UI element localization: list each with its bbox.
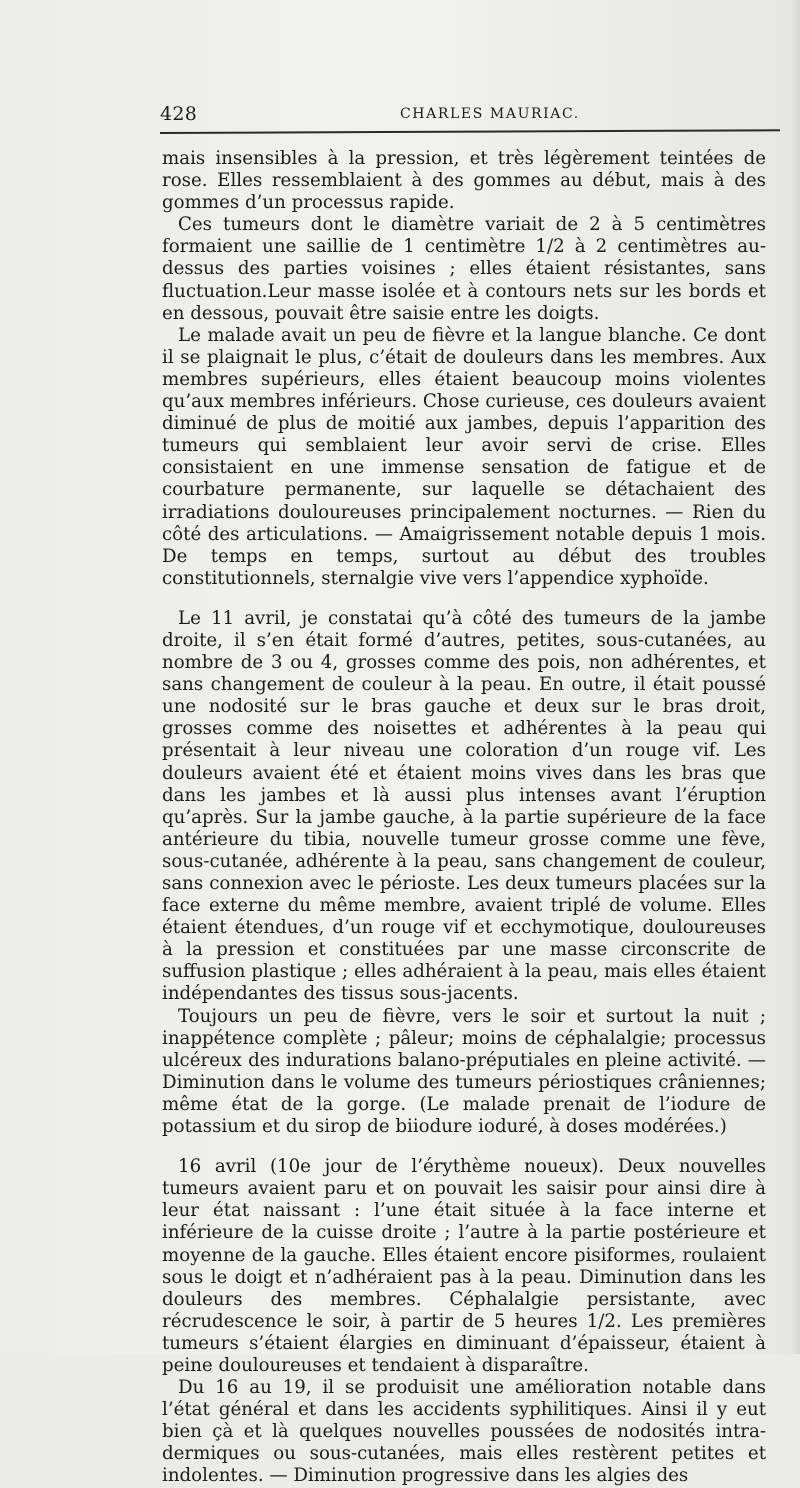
- paragraph-3: Le malade avait un peu de fièvre et la langue blanche. Ce dont il se plaignait le plus, c’était de douleurs dans les membres. Aux membres supérieurs, elles étaient beaucoup moins violentes qu’aux membres inférieurs. Chose curieuse, ces douleurs avaient diminué de plus de moitié aux jambes, depuis l’apparition des tumeurs qui semblaient leur avoir servi de crise. Elles consistaient en une immense sensation de fatigue et de courbature permanente, sur laquelle se détachaient des irradiations douloureuses principalement nocturnes. — Rien du côté des articulations. — Amaigrissement notable depuis 1 mois. De temps en temps, surtout au début des troubles constitutionnels, sternalgie vive vers l’appendice xyphoïde.: [162, 324, 766, 589]
- body-text: [162, 148, 766, 1488]
- running-head: CHARLES MAURIAC.: [400, 106, 580, 122]
- page-number: 428: [160, 103, 198, 125]
- page-header: [160, 100, 780, 130]
- header-rule: [160, 129, 780, 134]
- paragraph-6: 16 avril (10e jour de l’érythème noueux). Deux nouvelles tumeurs avaient paru et on pouvait les saisir pour ainsi dire à leur état naissant : l’une était située à la face interne et inférieure de la cuisse droite ; l’autre à la partie postérieure et moyenne de la gauche. Elles étaient encore pisiformes, roulaient sous le doigt et n’adhéraient pas à la peau. Diminution dans les douleurs des membres. Céphalalgie persistante, avec récrudescence le soir, à partir de 5 heures 1/2. Les premières tumeurs s’étaient élargies en diminuant d’épaisseur, étaient à peine douloureuses et tendaient à disparaître.: [162, 1156, 766, 1376]
- page-edge-shadow: [790, 0, 800, 1354]
- paragraph-1: mais insensibles à la pression, et très légèrement teintées de rose. Elles ressemblaient à des gommes au début, mais à des gommes d’un processus rapide.: [162, 148, 766, 214]
- paragraph-2: Ces tumeurs dont le diamètre variait de 2 à 5 centimètres formaient une saillie de 1 centimètre 1/2 à 2 centimètres au-dessus des parties voisines ; elles étaient résistantes, sans fluctuation.Leur masse isolée et à contours nets sur les bords et en dessous, pouvait être saisie entre les doigts.: [162, 214, 766, 324]
- paragraph-4: Le 11 avril, je constatai qu’à côté des tumeurs de la jambe droite, il s’en était formé d’autres, petites, sous-cutanées, au nombre de 3 ou 4, grosses comme des pois, non adhérentes, et sans changement de couleur à la peau. En outre, il était poussé une nodosité sur le bras gauche et deux sur le bras droit, grosses comme des noisettes et adhérentes à la peau qui présentait à leur niveau une coloration d’un rouge vif. Les douleurs avaient été et étaient moins vives dans les bras que dans les jambes et là aussi plus intenses avant l’éruption qu’après. Sur la jambe gauche, à la partie supérieure de la face antérieure du tibia, nouvelle tumeur grosse comme une fève, sous-cutanée, adhérente à la peau, sans changement de couleur, sans connexion avec le périoste. Les deux tumeurs placées sur la face externe du même membre, avaient triplé de volume. Elles étaient étendues, d’un rouge vif et ecchymotique, douloureuses à la pression et constituées par une masse circonscrite de suffusion plastique ; elles adhéraient à la peau, mais elles étaient indépendantes des tissus sous-jacents.: [162, 607, 766, 1005]
- paragraph-7: Du 16 au 19, il se produisit une amélioration notable dans l’état général et dans les accidents syphilitiques. Ainsi il y eut bien çà et là quelques nouvelles poussées de nodosités intra-dermiques ou sous-cutanées, mais elles restèrent petites et indolentes. — Diminution progressive dans les algies des: [162, 1377, 766, 1487]
- paragraph-5: Toujours un peu de fièvre, vers le soir et surtout la nuit ; inappétence complète ; pâleur; moins de céphalalgie; processus ulcéreux des indurations balano-préputiales en pleine activité. — Diminution dans le volume des tumeurs périostiques crâniennes; même état de la gorge. (Le malade prenait de l’iodure de potassium et du sirop de biiodure ioduré, à doses modérées.): [162, 1005, 766, 1138]
